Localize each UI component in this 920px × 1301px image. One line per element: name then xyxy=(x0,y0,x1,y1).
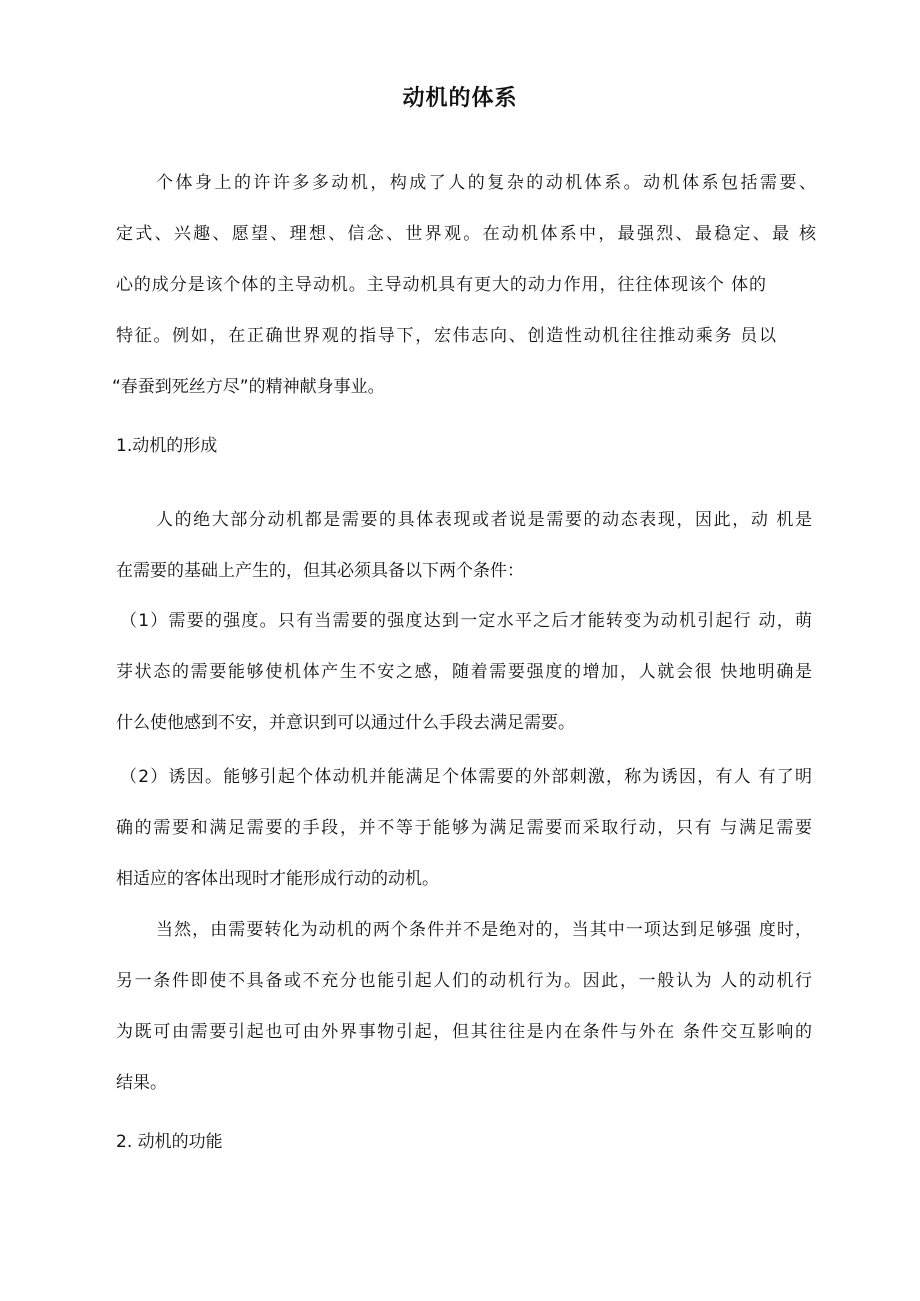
paragraph-line: “春蚕到死丝方尽”的精神献身事业。 xyxy=(112,377,385,397)
paragraph-line: 芽状态的需要能够使机体产生不安之感，随着需要强度的增加，人就会很 快地明确是 xyxy=(116,662,812,682)
paragraph-line: 个体身上的许许多多动机，构成了人的复杂的动机体系。动机体系包括需要、 xyxy=(156,173,816,193)
paragraph-line: 相适应的客体出现时才能形成行动的动机。 xyxy=(116,869,439,889)
paragraph-line: （2）诱因。能够引起个体动机并能满足个体需要的外部刺激，称为诱因，有人 有了明 xyxy=(120,767,812,787)
section-heading: 2. 动机的功能 xyxy=(116,1132,223,1152)
document-title: 动机的体系 xyxy=(402,86,518,111)
paragraph-line: 确的需要和满足需要的手段，并不等于能够为满足需要而采取行动，只有 与满足需要 xyxy=(116,818,812,838)
paragraph-line: 为既可由需要引起也可由外界事物引起，但其往往是内在条件与外在 条件交互影响的 xyxy=(116,1022,812,1042)
paragraph-line: 人的绝大部分动机都是需要的具体表现或者说是需要的动态表现，因此，动 机是 xyxy=(156,510,812,530)
paragraph-line: 什么使他感到不安，并意识到可以通过什么手段去满足需要。 xyxy=(116,713,575,733)
paragraph-line: 当然，由需要转化为动机的两个条件并不是绝对的，当其中一项达到足够强 度时， xyxy=(156,920,812,940)
paragraph-line: 在需要的基础上产生的，但其必须具备以下两个条件： xyxy=(116,561,524,581)
paragraph-line: 定式、兴趣、愿望、理想、信念、世界观。在动机体系中，最强烈、最稳定、最 核 xyxy=(116,224,816,244)
paragraph-line: 心的成分是该个体的主导动机。主导动机具有更大的动力作用，往往体现该个 体的 xyxy=(116,275,766,295)
paragraph-line: 特征。例如，在正确世界观的指导下，宏伟志向、创造性动机往往推动乘务 员以 xyxy=(116,326,776,346)
paragraph-line: （1）需要的强度。只有当需要的强度达到一定水平之后才能转变为动机引起行 动，萌 xyxy=(120,611,812,631)
paragraph-line: 结果。 xyxy=(116,1073,167,1093)
section-heading: 1.动机的形成 xyxy=(116,436,218,456)
paragraph-line: 另一条件即使不具备或不充分也能引起人们的动机行为。因此，一般认为 人的动机行 xyxy=(116,971,812,991)
